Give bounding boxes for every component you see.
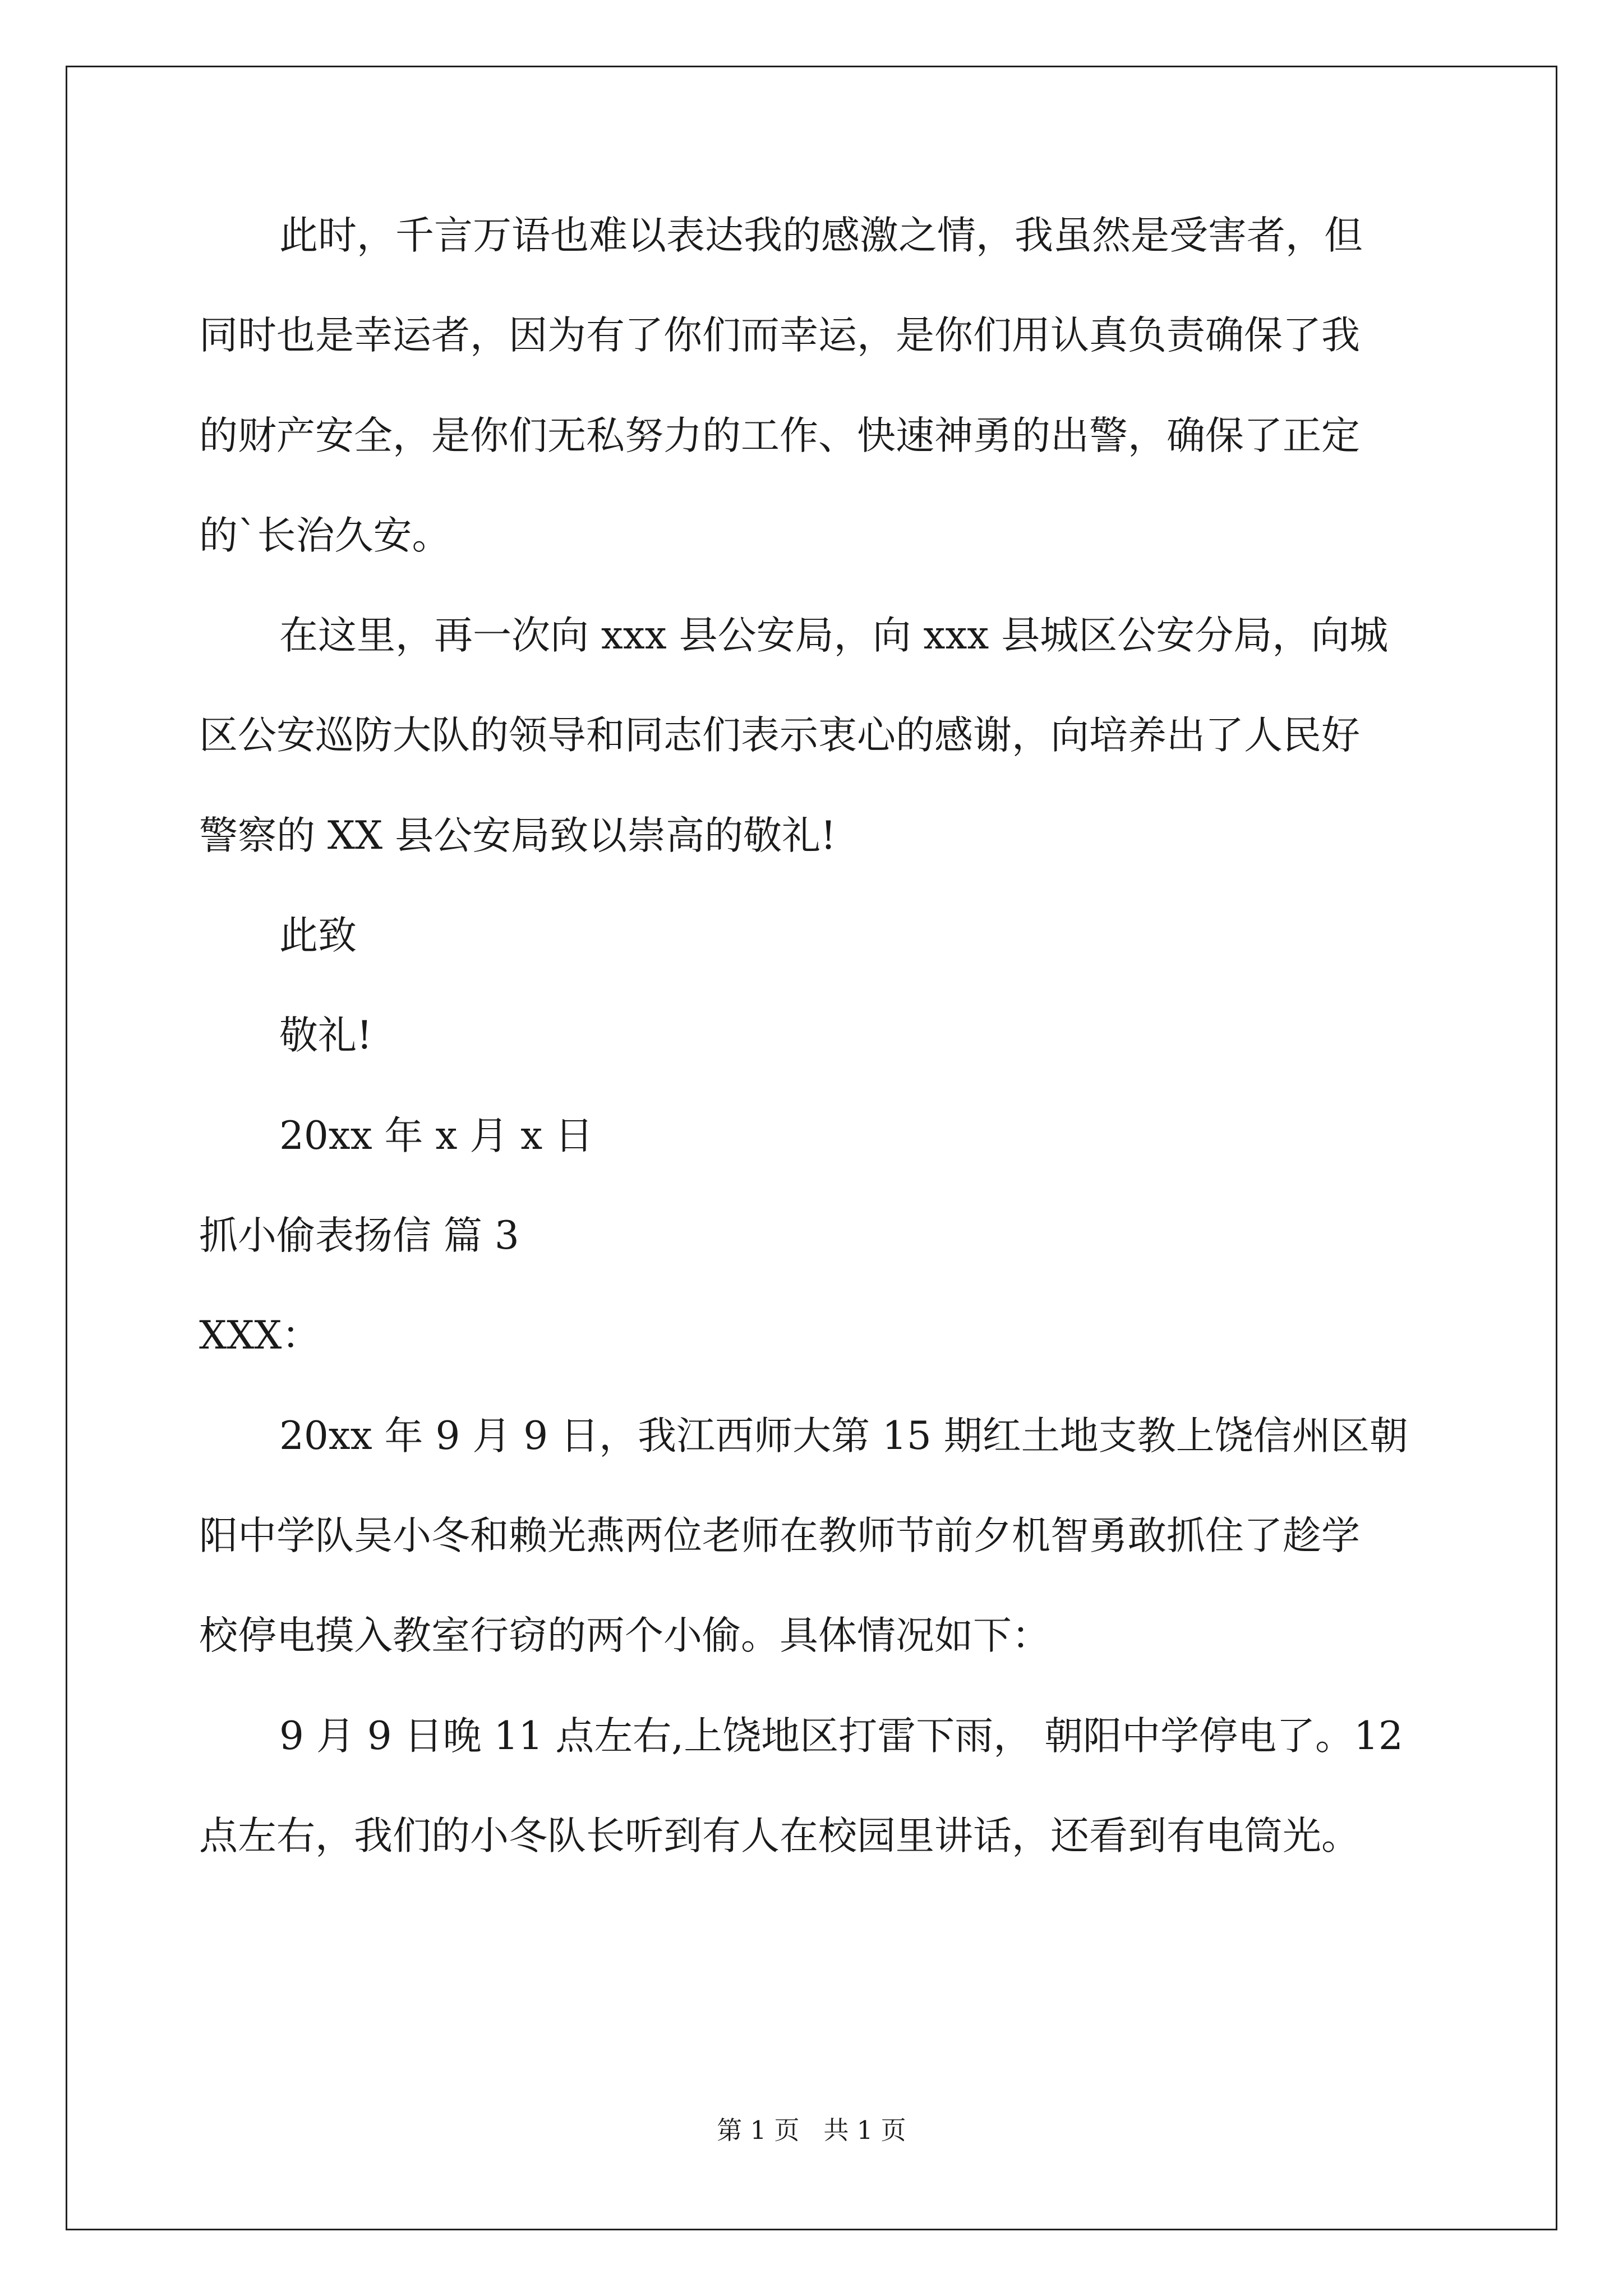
letter-addressee: XXX： bbox=[199, 1313, 321, 1358]
paragraph-line: 同时也是幸运者，因为有了你们而幸运，是你们用认真负责确保了我 bbox=[199, 313, 1360, 358]
closing-regards: 敬礼! bbox=[279, 1013, 372, 1058]
paragraph-line: 阳中学队吴小冬和赖光燕两位老师在教师节前夕机智勇敢抓住了趁学 bbox=[199, 1513, 1360, 1558]
paragraph-line: 区公安巡防大队的领导和同志们表示衷心的感谢，向培养出了人民好 bbox=[199, 713, 1360, 758]
paragraph-line: 9 月 9 日晚 11 点左右,上饶地区打雷下雨， 朝阳中学停电了。12 bbox=[279, 1714, 1403, 1759]
paragraph-line: 的财产安全，是你们无私努力的工作、快速神勇的出警，确保了正定 bbox=[199, 413, 1360, 458]
section-heading: 抓小偷表扬信 篇 3 bbox=[199, 1213, 519, 1258]
paragraph-line: 20xx 年 9 月 9 日，我江西师大第 15 期红土地支教上饶信州区朝 bbox=[279, 1414, 1408, 1458]
paragraph-line: 在这里，再一次向 xxx 县公安局，向 xxx 县城区公安分局，向城 bbox=[279, 613, 1389, 658]
closing-salutation: 此致 bbox=[279, 913, 357, 958]
letter-date: 20xx 年 x 月 x 日 bbox=[279, 1114, 594, 1158]
paragraph-line: 此时，千言万语也难以表达我的感激之情，我虽然是受害者，但 bbox=[279, 213, 1363, 258]
paragraph-line: 警察的 XX 县公安局致以崇高的敬礼! bbox=[199, 813, 836, 858]
paragraph-line: 校停电摸入教室行窃的两个小偷。具体情况如下： bbox=[199, 1613, 1050, 1658]
paragraph-line: 点左右，我们的小冬队长听到有人在校园里讲话，还看到有电筒光。 bbox=[199, 1814, 1360, 1858]
page-number-footer: 第 1 页 共 1 页 bbox=[717, 2115, 906, 2145]
paragraph-line: 的`长治久安。 bbox=[199, 513, 451, 558]
